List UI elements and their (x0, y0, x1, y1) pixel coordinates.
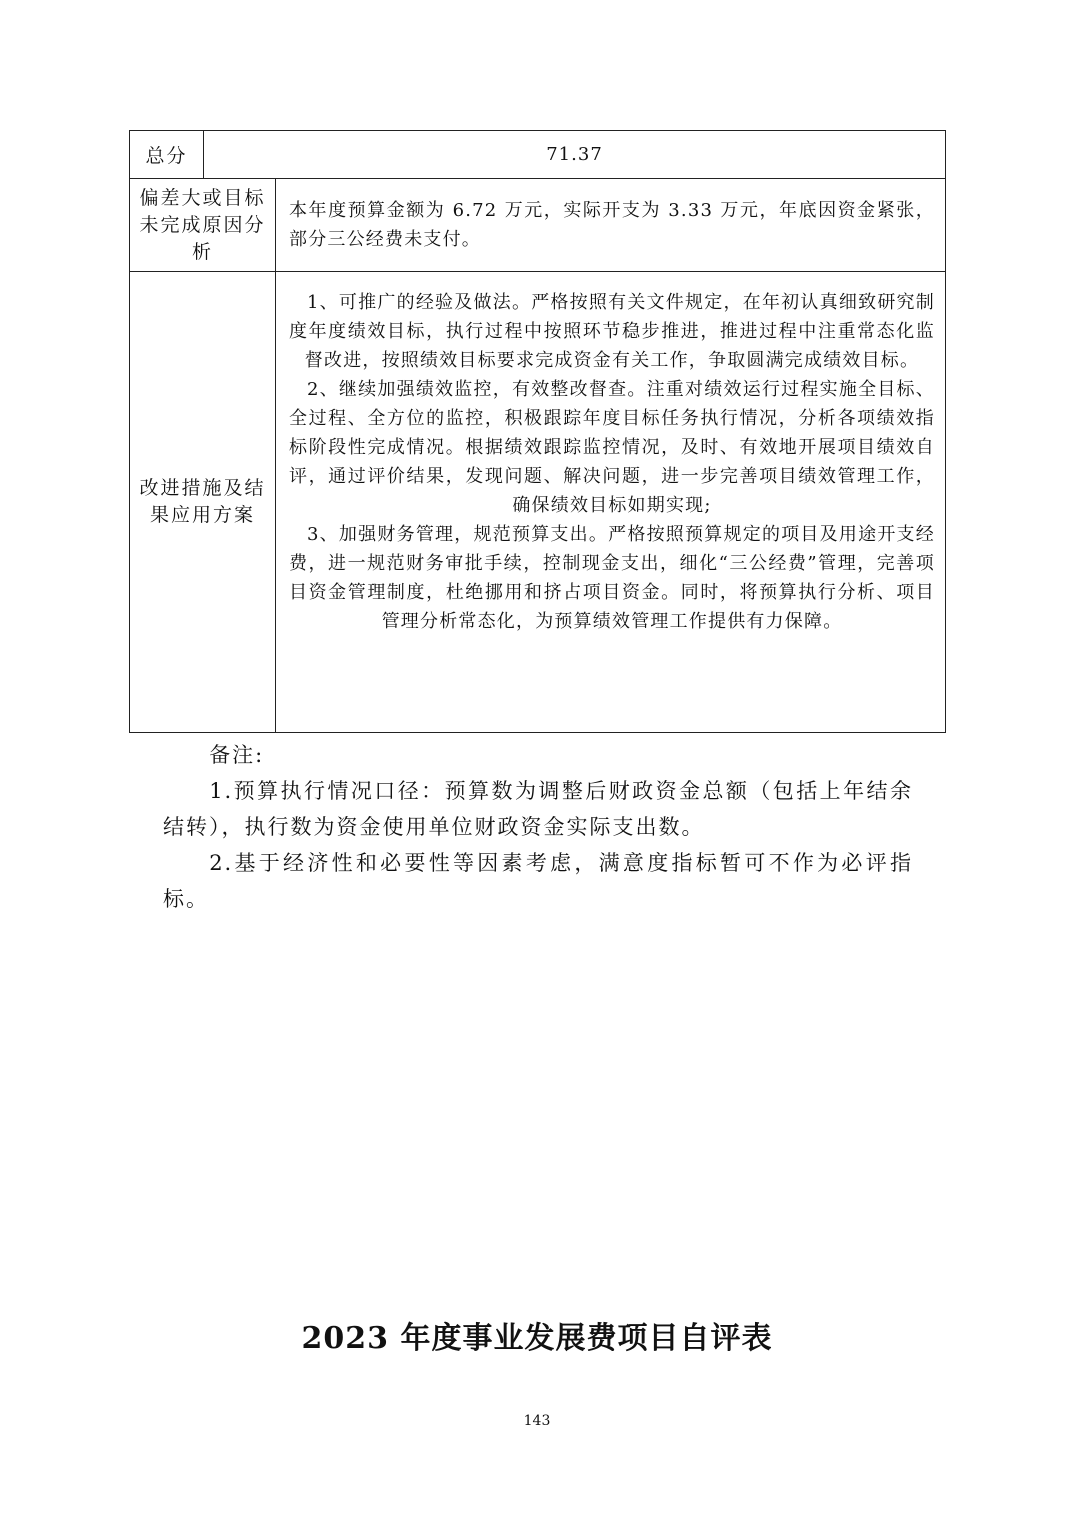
measures-row (130, 272, 945, 732)
notes-section (163, 737, 913, 917)
measures-paragraph: 3、加强财务管理，规范预算支出。严格按照预算规定的项目及用途开支经费，进一规范财务审批手续，控制现金支出，细化“三公经费”管理，完善项目资金管理制度，杜绝挪用和挤占项目资金。同时，将预算执行分析、项目管理分析常态化，为预算绩效管理工作提供有力保障。 (289, 524, 935, 632)
notes-heading: 备注: (209, 743, 265, 767)
note-item: 1.预算执行情况口径：预算数为调整后财政资金总额（包括上年结余结转），执行数为资金使用单位财政资金实际支出数。 (163, 779, 913, 839)
page-number: 143 (523, 1413, 551, 1429)
deviation-text: 本年度预算金额为 6.72 万元，实际开支为 3.33 万元，年底因资金紧张，部分三公经费未支付。 (289, 200, 935, 250)
total-score-value: 71.37 (546, 144, 603, 165)
total-score-row (130, 131, 945, 179)
note-item: 2.基于经济性和必要性等因素考虑，满意度指标暂可不作为必评指标。 (163, 851, 913, 911)
measures-label: 改进措施及结果应用方案 (130, 272, 276, 732)
deviation-label: 偏差大或目标未完成原因分析 (130, 179, 276, 271)
deviation-row (130, 179, 945, 272)
evaluation-table (129, 130, 946, 733)
measures-cell (277, 272, 945, 732)
document-title: 2023 年度事业发展费项目自评表 (301, 1321, 773, 1356)
deviation-cell (277, 179, 945, 271)
measures-paragraph: 1、可推广的经验及做法。严格按照有关文件规定，在年初认真细致研究制度年度绩效目标，执行过程中按照环节稳步推进，推进过程中注重常态化监督改进，按照绩效目标要求完成资金有关工作，争取圆满完成绩效目标。 (289, 292, 935, 371)
measures-paragraph: 2、继续加强绩效监控，有效整改督查。注重对绩效运行过程实施全目标、全过程、全方位的监控，积极跟踪年度目标任务执行情况，分析各项绩效指标阶段性完成情况。根据绩效跟踪监控情况，及时、有效地开展项目绩效自评，通过评价结果，发现问题、解决问题，进一步完善项目绩效管理工作，确保绩效目标如期实现; (289, 379, 935, 516)
total-score-label: 总分 (130, 131, 204, 178)
